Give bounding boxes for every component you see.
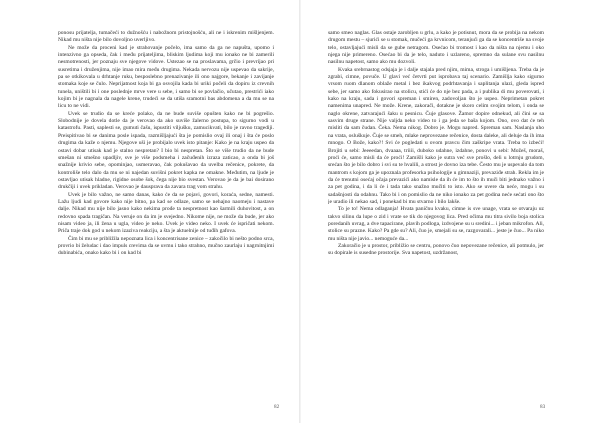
paragraph: Uvek je bilo važno, ne samo danas, kako će da se pojavi, govori, koraća, sedne, namesti. Lažu ljudi kad govore kako nije bitno, pa kad se odlaze, samo se nehajno naomeju i nastave dalje. Nikad mu nije bilo jasno kako nekima prođe ta nespretnost kao šarmili duhovitost, a on redovno spada tragičan. Na veruje on da im je svejedno. Nikome nije, ne može da bude, jer ako nisam video ja, ili žena u ugla, video je neko. Uvek je video neko. I uvek će ispričati nekom. Priča traje dok god u nekom izaziva reakciju, a šta je aktuelnije od tuđih gafova. [58,191,274,235]
right-page-text [328,30,544,402]
paragraph: Uvek se trudio da se kreće polako, da ne bude suviše opušten kako ne bi pogrešio. Slobodnije je dovela dotle da je verovao da ako suviše žalerno postupa, to sigurno vodi u katastrofu. Pasti, saplesti se, gumuti čašu, ispustiti viljušku, zamucikvati, bilo je ravno tragediji. Preispitivao bi se danima posle ispada, razmišljajući šta je pomislio ovaj ili onaj i šta će poslo drugima da kaže o njemu. Njegove uši je probijalo uvek isto pitanje: Kako je na kraju uspeo da ostavi dobar utisak kad je stalno nespretan? I bio bi nespretan. Što se više trudio da ne bude smešan ni smešno upadljiv, sve je više podsmeha i začuđenih izraza zaticao, a onda bi još snažnije krivio sebe, opominjao, usmeravao, čak pokušavao da uvelba rečenice, pokrete, da kontroliše telo dalo da mu se ni najedan suvišni pokret kapka ne omakne. Međutim, na ljude je ostavljao utisak hladne, rigidne osobe šok, čega nije bio svestan. Verovao je da je bai dosirano drukčiji i uvek prikladan. Verovao je dausprava da zavara trag vom strahu. [58,110,274,191]
paragraph: To je to! Nema odlaganja! Hvata paničnu kvaku, cimne is sve unage, vrata se otvaraju uz takvo silinu da lupe o zid i vrate se tik do njegovog lica. Pred očima mu titra sivilo boja stolica poredanih uvrag, a dve tapacirane, plavih podloga, izdvojene su u sredini... i jeban mikrofon. Ali, stolice su prazne. Kako? Pa gde su? Ali, čuo je, smejali su se, razgovarali... jeste je čuo... Pa niko mu ništa nije javio... nemoguće da... [328,206,544,242]
right-page [300,0,600,423]
paragraph: Kvaka srebrnastog odsjaja je i dalje stajala pred njim, mima, stroga i umišljena. Treba da je zgrabi, cimne, povuče. U glavi već četvrti put isprobava taj scenario. Zamišlja kako sigurno vrsom ruom dlanom oblaže metal i bez ikakvog podrhtavanja i saplitanja ulazi, gleda ispred sebe, jer samo ako fokusirao na stolicu, stići će do nje bez pada, a i publika di mu poverovati, i kako na kraju, sada i govori spreman i smiren, zadovoljan što je uspeo. Neprimetan pokret namenima unapred. Ne može. Krene, zakorači, dotakne je skoro celim svojim telom, i onda se naglo okrene, zatvarajući šaku u pesnicu. Čuje glasove. Žamor dopire odnekud, ali čini se sa sasvim druge strane. Nije valjda neko video to i ga jeda se baša kojom. Ono, ovo dat će teh misliti da sam čudan. Čeka. Nema nikog. Dobro je. Mogu napred. Spreman sam. Naslanja uho na vrata, osluškuje. Čuje se smeh, mlake neprovezane rečenice, dosta daleke, ali deluje da ih ima mnogo. O Bože, kako?! Svi će pogledati u ovom pravcu čim zaškripe vrata. Treba to izbeći! Brojiti u sebi: Jeeeedan, dvaaaa, triiii, duboko udahne, izdahne, ponovi u sebi: Možeš, moraš, proći će, samo misli da će proći! Zamišli kako je sutra već sve prošlo, deli u lotrnju grudom, srećan što je bilo dobro i svi su te hvalili, a strost je dovno iza tebe. Često mu je uspevalo da tom mantrom s kojom ga je upoznala profesorka psihologije u gimnaziji, prevaziđe strah. Rekla im je da će trenutni osećaj očaja prevazići ako namisle da ih će im to što ih muči biti jednako važno i za pet godina, i da li će i tada tako snažno mučiti to isto. Ako se uvere da neće, mogu i su sadašnjosti da odahnu. Tako bi i on pomislio da ne niko ionako za pet godina neće sećati ono što je uradio ili nekao sad, i ponekad bi mu stvarno i bilo lakše. [328,66,544,205]
paragraph: ponosu prijatelja, tumačeći to dužnošću i nabožnom pristojnošću, ali ne i iskrenim mišljenjem. Nikad mu ništa nije bilo dovoljno uverljivo. [58,30,274,44]
paragraph: Čim bi mu se približila nepoznata lica i koncentrisane zenice – zakočilo bi nešto podno srca, provrio bi želudac i dao impuls crevima da se uvmu i tako strahno, mučno zaurlaju i nagrnitnjimi dubinabića, onako kako bi i on kad bi [58,235,274,257]
page-number-left: 82 [274,404,280,410]
page-number-right: 83 [540,404,546,410]
paragraph: samo smeo naglas. Glas ostaje zarobljen u grlu, a kako je potisnut, mora da se probija na nekom drugom mestu – sjurići se u stomak, mučeći ga krvnicom, teranjući ga da se koncentriše na svoje telo, ostavljajući misli da se gube netragom. Osećao bi tromost i kao da ništa na njemu i oko njega nije primereno. Osećao bi da je telo, naduto i uzlareno, spremno da sulane svu nasilnu nasilnu napetost, samo ako mu dozvoli. [328,30,544,66]
paragraph: Zakoračio je u prostor, približio se centru, ponovo čuo nepovezane rečenice, ali potmulo, jer su dopirale is susedne prostorije. Sva napetost, uzdržanost, [328,242,544,257]
left-page-text [58,30,274,402]
paragraph: Ne može da proceni kad je strahovanje počelo, ima samo da ga ne napušta, upomo i intenzivno ga opseda, čak i među prijateljima, bliskim ljudima koji mu ionako ne bi zamerili nesmotrenosti, jer poznaju sve njegove vidove. Ustezao se na proslavama, grčio i prevrijao pri susretima i druženjima, nije imao mira među drugima. Nekada nervozu nije uspevao da sakrije, pa se otkikovala u drhtanje ruku, besposlebno prenazivanje ili ono najgore, bekanje i zavijanje stomaka koje se čulo. Neprijatnost koja bi ga osvojila kada bi uriki počeli da dopiru iz crevnih tunela, uništili bi i one poslednje mrve vere u sebe, i samo bi se povlačio, učutao, prestrići iako kojim bi je nagnala da nagele krene, trudeći se da utiša sramotni bas abdomena a da mu se na licu to ne vidi. [58,44,274,110]
